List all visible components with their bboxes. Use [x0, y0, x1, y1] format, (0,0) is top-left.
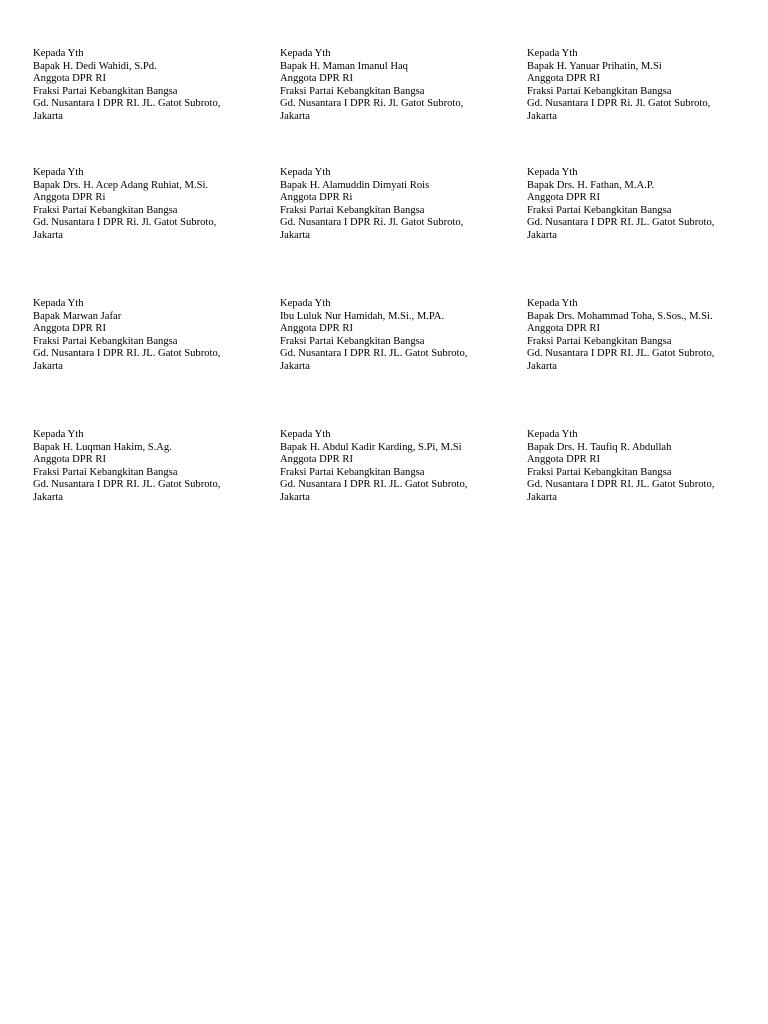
label-position: Anggota DPR RI [280, 323, 353, 335]
label-faction: Fraksi Partai Kebangkitan Bangsa [527, 85, 672, 97]
label-city: Jakarta [527, 110, 557, 122]
label-greeting: Kepada Yth [527, 167, 578, 178]
label-faction: Fraksi Partai Kebangkitan Bangsa [33, 204, 178, 216]
label-position: Anggota DPR RI [33, 73, 106, 85]
label-city: Jakarta [527, 360, 557, 372]
address-label [527, 429, 759, 505]
label-recipient-name: Ibu Luluk Nur Hamidah, M.Si., M.PA. [280, 310, 445, 322]
label-city: Jakarta [33, 229, 63, 241]
label-city: Jakarta [33, 491, 63, 503]
label-recipient-name: Bapak Drs. H. Acep Adang Ruhiat, M.Si. [33, 179, 209, 191]
label-address: Gd. Nusantara I DPR RI. JL. Gatot Subroto, [33, 98, 221, 110]
label-address: Gd. Nusantara I DPR Ri. Jl. Gatot Subroto, [280, 217, 464, 229]
label-faction: Fraksi Partai Kebangkitan Bangsa [33, 335, 178, 347]
label-greeting: Kepada Yth [33, 298, 84, 309]
label-faction: Fraksi Partai Kebangkitan Bangsa [527, 335, 672, 347]
label-address: Gd. Nusantara I DPR Ri. Jl. Gatot Subroto, [527, 98, 711, 110]
label-greeting: Kepada Yth [33, 167, 84, 178]
address-label [527, 167, 759, 243]
label-faction: Fraksi Partai Kebangkitan Bangsa [33, 85, 178, 97]
label-city: Jakarta [280, 110, 310, 122]
label-address: Gd. Nusantara I DPR RI. JL. Gatot Subroto, [527, 217, 715, 229]
label-recipient-name: Bapak Drs. H. Fathan, M.A.P. [527, 179, 655, 191]
label-city: Jakarta [33, 360, 63, 372]
label-recipient-name: Bapak H. Yanuar Prihatin, M.Si [527, 60, 662, 72]
label-recipient-name: Bapak H. Maman Imanul Haq [280, 60, 408, 72]
label-position: Anggota DPR RI [527, 192, 600, 204]
label-greeting: Kepada Yth [527, 48, 578, 59]
label-address: Gd. Nusantara I DPR RI. JL. Gatot Subroto, [280, 479, 468, 491]
address-label [280, 167, 512, 243]
address-label [527, 298, 759, 374]
label-position: Anggota DPR RI [280, 454, 353, 466]
address-label [33, 429, 265, 505]
label-greeting: Kepada Yth [33, 48, 84, 59]
label-position: Anggota DPR RI [527, 73, 600, 85]
label-recipient-name: Bapak H. Alamuddin Dimyati Rois [280, 179, 430, 191]
address-label [527, 48, 759, 124]
label-recipient-name: Bapak H. Abdul Kadir Karding, S.Pi, M.Si [280, 441, 462, 453]
label-greeting: Kepada Yth [280, 167, 331, 178]
label-position: Anggota DPR RI [527, 323, 600, 335]
label-faction: Fraksi Partai Kebangkitan Bangsa [527, 466, 672, 478]
label-greeting: Kepada Yth [280, 298, 331, 309]
label-recipient-name: Bapak Drs. Mohammad Toha, S.Sos., M.Si. [527, 310, 713, 322]
label-address: Gd. Nusantara I DPR RI. JL. Gatot Subroto, [33, 479, 221, 491]
label-position: Anggota DPR RI [33, 323, 106, 335]
label-greeting: Kepada Yth [280, 429, 331, 440]
label-faction: Fraksi Partai Kebangkitan Bangsa [33, 466, 178, 478]
label-address: Gd. Nusantara I DPR RI. JL. Gatot Subroto, [33, 348, 221, 360]
label-greeting: Kepada Yth [33, 429, 84, 440]
address-label [280, 48, 512, 124]
label-recipient-name: Bapak H. Luqman Hakim, S.Ag. [33, 441, 172, 453]
label-position: Anggota DPR Ri [33, 192, 106, 204]
label-position: Anggota DPR RI [280, 73, 353, 85]
label-greeting: Kepada Yth [527, 298, 578, 309]
address-label [280, 298, 512, 374]
label-faction: Fraksi Partai Kebangkitan Bangsa [280, 85, 425, 97]
label-recipient-name: Bapak Marwan Jafar [33, 310, 122, 322]
label-address: Gd. Nusantara I DPR Ri. Jl. Gatot Subroto, [280, 98, 464, 110]
label-faction: Fraksi Partai Kebangkitan Bangsa [280, 335, 425, 347]
label-greeting: Kepada Yth [527, 429, 578, 440]
label-address: Gd. Nusantara I DPR RI. JL. Gatot Subroto, [280, 348, 468, 360]
label-city: Jakarta [527, 491, 557, 503]
label-position: Anggota DPR RI [33, 454, 106, 466]
label-city: Jakarta [527, 229, 557, 241]
label-faction: Fraksi Partai Kebangkitan Bangsa [280, 466, 425, 478]
address-label [33, 48, 265, 124]
label-address: Gd. Nusantara I DPR RI. JL. Gatot Subroto, [527, 348, 715, 360]
label-city: Jakarta [280, 491, 310, 503]
label-position: Anggota DPR Ri [280, 192, 353, 204]
label-faction: Fraksi Partai Kebangkitan Bangsa [280, 204, 425, 216]
address-label [280, 429, 512, 505]
label-city: Jakarta [280, 360, 310, 372]
label-city: Jakarta [33, 110, 63, 122]
label-faction: Fraksi Partai Kebangkitan Bangsa [527, 204, 672, 216]
address-label [33, 298, 265, 374]
label-position: Anggota DPR RI [527, 454, 600, 466]
label-recipient-name: Bapak H. Dedi Wahidi, S.Pd. [33, 60, 157, 72]
label-greeting: Kepada Yth [280, 48, 331, 59]
label-recipient-name: Bapak Drs. H. Taufiq R. Abdullah [527, 441, 672, 453]
label-city: Jakarta [280, 229, 310, 241]
address-label [33, 167, 265, 243]
label-address: Gd. Nusantara I DPR Ri. Jl. Gatot Subroto, [33, 217, 217, 229]
label-address: Gd. Nusantara I DPR RI. JL. Gatot Subroto, [527, 479, 715, 491]
